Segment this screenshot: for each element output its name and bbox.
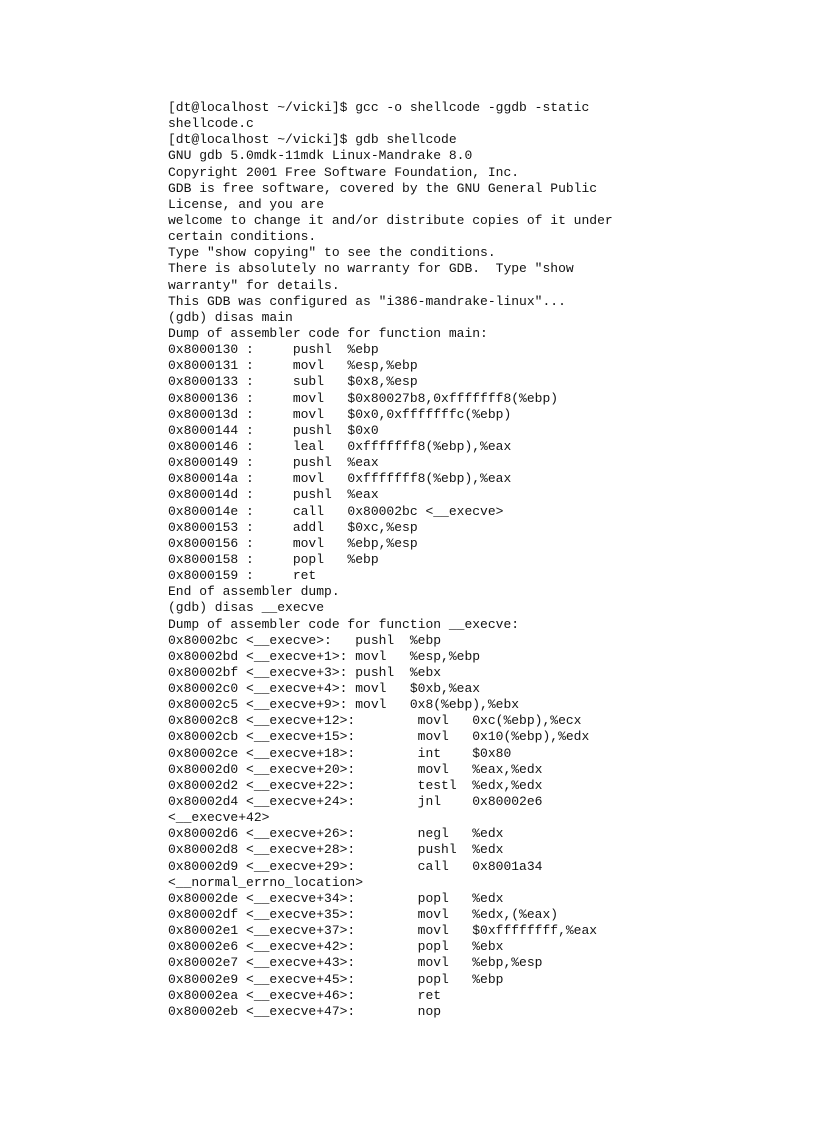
transcript-line: 0x80002ea <__execve+46>: ret <box>168 987 442 1003</box>
transcript-line: 0x800013d : movl $0x0,0xfffffffc(%ebp) <box>168 406 512 422</box>
transcript-line: <__normal_errno_location> <box>168 874 364 890</box>
transcript-line: shellcode.c <box>168 116 254 132</box>
transcript-line: 0x80002d2 <__execve+22>: testl %edx,%edx <box>168 777 543 793</box>
transcript-line: End of assembler dump. <box>168 584 340 600</box>
transcript-line: 0x80002ce <__execve+18>: int $0x80 <box>168 745 512 761</box>
transcript-line: 0x8000136 : movl $0x80027b8,0xfffffff8(%ebp) <box>168 390 559 406</box>
transcript-line: 0x8000153 : addl $0xc,%esp <box>168 519 418 535</box>
transcript-line: 0x8000130 : pushl %ebp <box>168 342 379 358</box>
transcript-line: 0x80002cb <__execve+15>: movl 0x10(%ebp),%edx <box>168 729 590 745</box>
transcript-line: certain conditions. <box>168 229 317 245</box>
transcript-line: 0x80002bf <__execve+3>: pushl %ebx <box>168 664 442 680</box>
transcript-line: 0x8000149 : pushl %eax <box>168 455 379 471</box>
transcript-line: 0x80002c5 <__execve+9>: movl 0x8(%ebp),%ebx <box>168 697 520 713</box>
transcript-line: This GDB was configured as "i386-mandrake-linux"... <box>168 293 566 309</box>
terminal-transcript <box>168 100 788 1020</box>
transcript-line: 0x80002e6 <__execve+42>: popl %ebx <box>168 939 504 955</box>
transcript-line: GDB is free software, covered by the GNU General Public <box>168 180 598 196</box>
transcript-line: 0x80002d0 <__execve+20>: movl %eax,%edx <box>168 761 543 777</box>
transcript-line: 0x80002c8 <__execve+12>: movl 0xc(%ebp),%ecx <box>168 713 582 729</box>
transcript-line: 0x80002e9 <__execve+45>: popl %ebp <box>168 971 504 987</box>
transcript-line: 0x800014a : movl 0xfffffff8(%ebp),%eax <box>168 471 512 487</box>
transcript-line: 0x80002e1 <__execve+37>: movl $0xffffffff,%eax <box>168 923 598 939</box>
transcript-line: 0x80002d6 <__execve+26>: negl %edx <box>168 826 504 842</box>
transcript-line: Type "show copying" to see the conditions. <box>168 245 496 261</box>
transcript-line: 0x80002df <__execve+35>: movl %edx,(%eax) <box>168 907 559 923</box>
transcript-line: 0x8000158 : popl %ebp <box>168 551 379 567</box>
transcript-line: 0x80002bc <__execve>: pushl %ebp <box>168 632 442 648</box>
transcript-line: (gdb) disas main <box>168 309 293 325</box>
transcript-line: GNU gdb 5.0mdk-11mdk Linux-Mandrake 8.0 <box>168 148 473 164</box>
transcript-line: 0x80002d4 <__execve+24>: jnl 0x80002e6 <box>168 794 543 810</box>
transcript-line: 0x8000133 : subl $0x8,%esp <box>168 374 418 390</box>
transcript-line: welcome to change it and/or distribute copies of it under <box>168 212 613 228</box>
transcript-line: 0x8000131 : movl %esp,%ebp <box>168 358 418 374</box>
transcript-line: [dt@localhost ~/vicki]$ gcc -o shellcode -ggdb -static <box>168 100 590 115</box>
transcript-line: <__execve+42> <box>168 810 270 826</box>
transcript-line: 0x800014d : pushl %eax <box>168 487 379 503</box>
transcript-line: 0x8000146 : leal 0xfffffff8(%ebp),%eax <box>168 438 512 454</box>
transcript-line: 0x80002e7 <__execve+43>: movl %ebp,%esp <box>168 955 543 971</box>
transcript-line: Dump of assembler code for function __execve: <box>168 616 520 632</box>
transcript-line: warranty" for details. <box>168 277 340 293</box>
transcript-line: Dump of assembler code for function main: <box>168 325 488 341</box>
transcript-line: [dt@localhost ~/vicki]$ gdb shellcode <box>168 132 457 148</box>
transcript-line: 0x80002eb <__execve+47>: nop <box>168 1003 442 1019</box>
transcript-line: There is absolutely no warranty for GDB. Type "show <box>168 261 574 277</box>
transcript-line: Copyright 2001 Free Software Foundation, Inc. <box>168 164 520 180</box>
transcript-line: 0x80002d8 <__execve+28>: pushl %edx <box>168 842 504 858</box>
transcript-line: 0x8000144 : pushl $0x0 <box>168 422 379 438</box>
transcript-line: License, and you are <box>168 196 325 212</box>
transcript-line: 0x80002c0 <__execve+4>: movl $0xb,%eax <box>168 681 481 697</box>
transcript-line: 0x80002d9 <__execve+29>: call 0x8001a34 <box>168 858 543 874</box>
transcript-line: 0x80002de <__execve+34>: popl %edx <box>168 890 504 906</box>
transcript-line: (gdb) disas __execve <box>168 600 325 616</box>
transcript-line: 0x8000159 : ret <box>168 568 317 584</box>
transcript-line: 0x800014e : call 0x80002bc <__execve> <box>168 503 504 519</box>
transcript-line: 0x8000156 : movl %ebp,%esp <box>168 535 418 551</box>
transcript-line: 0x80002bd <__execve+1>: movl %esp,%ebp <box>168 648 481 664</box>
